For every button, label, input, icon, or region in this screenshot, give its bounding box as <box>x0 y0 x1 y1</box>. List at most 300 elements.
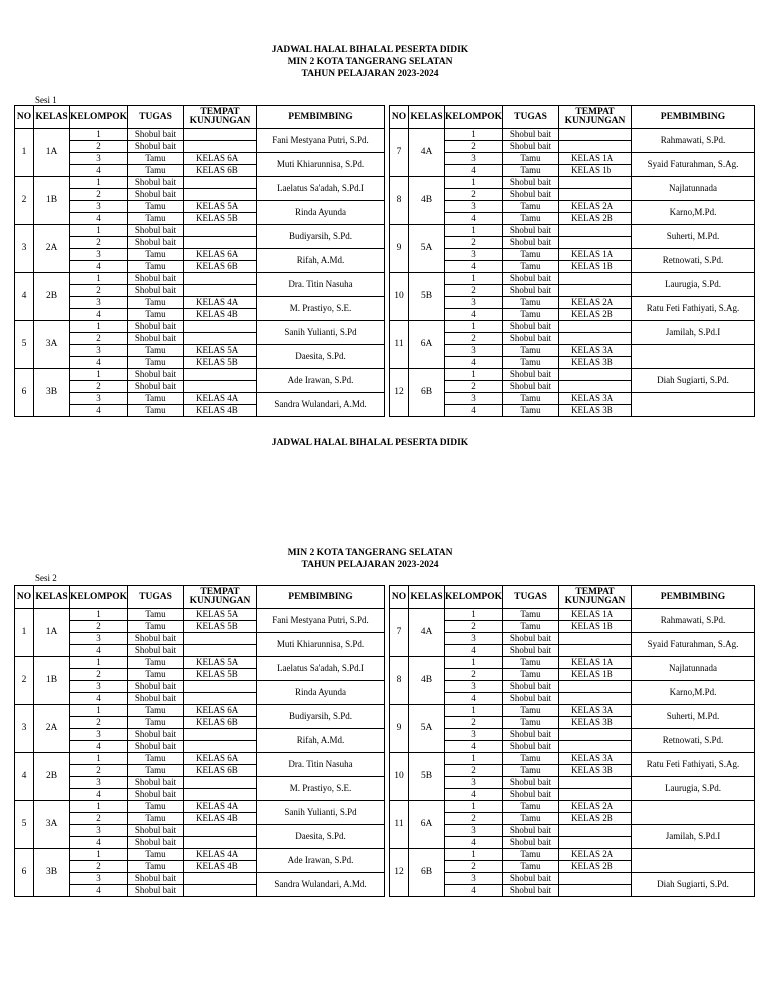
tugas-cell: Tamu <box>128 153 184 165</box>
tempat-cell: KELAS 4A <box>184 849 257 861</box>
group-kelas: 5A <box>409 705 445 753</box>
kelompok-cell: 4 <box>445 405 503 417</box>
tempat-cell <box>184 129 257 141</box>
tugas-cell: Tamu <box>128 621 184 633</box>
kelompok-cell: 2 <box>70 189 128 201</box>
tugas-cell: Shobul bait <box>503 273 559 285</box>
tugas-cell: Shobul bait <box>503 837 559 849</box>
kelompok-cell: 1 <box>445 609 503 621</box>
kelompok-cell: 1 <box>70 129 128 141</box>
kelompok-cell: 2 <box>70 813 128 825</box>
tempat-cell <box>184 141 257 153</box>
tugas-cell: Shobul bait <box>503 645 559 657</box>
tempat-cell <box>184 693 257 705</box>
header-kunjungan-line: KUNJUNGAN <box>564 116 626 126</box>
tugas-cell: Tamu <box>503 669 559 681</box>
group-no: 1 <box>15 129 34 177</box>
column-separator <box>385 717 390 729</box>
tugas-cell: Shobul bait <box>128 789 184 801</box>
column-separator <box>385 345 390 357</box>
tempat-cell <box>184 729 257 741</box>
kelompok-cell: 2 <box>445 669 503 681</box>
tugas-cell: Shobul bait <box>503 321 559 333</box>
header-kelompok: KELOMPOK <box>445 586 503 609</box>
tugas-cell: Tamu <box>128 249 184 261</box>
group-no: 2 <box>15 177 34 225</box>
header-tempat-line: TEMPAT <box>200 587 240 597</box>
tugas-cell: Shobul bait <box>503 381 559 393</box>
kelompok-cell: 2 <box>445 717 503 729</box>
kelompok-cell: 2 <box>445 237 503 249</box>
column-separator <box>385 201 390 213</box>
group-kelas: 2B <box>34 273 70 321</box>
tempat-cell <box>184 321 257 333</box>
pembimbing-cell: Fani Mestyana Putri, S.Pd. <box>257 129 385 153</box>
kelompok-cell: 2 <box>445 381 503 393</box>
header-pembimbing: PEMBIMBING <box>632 106 755 129</box>
kelompok-cell: 3 <box>445 345 503 357</box>
pembimbing-cell: Retnowati, S.Pd. <box>632 249 755 273</box>
pembimbing-cell: Rifah, A.Md. <box>257 249 385 273</box>
pembimbing-cell: Diah Sugiarti, S.Pd. <box>632 369 755 393</box>
group-no: 6 <box>15 849 34 897</box>
column-separator <box>385 309 390 321</box>
tempat-cell: KELAS 4A <box>184 393 257 405</box>
tempat-cell <box>559 645 632 657</box>
kelompok-cell: 3 <box>70 873 128 885</box>
kelompok-cell: 4 <box>70 213 128 225</box>
pembimbing-cell: Retnowati, S.Pd. <box>632 729 755 753</box>
pembimbing-cell: Dra. Titin Nasuha <box>257 273 385 297</box>
table-row <box>15 849 755 861</box>
pembimbing-cell <box>632 849 755 873</box>
column-separator <box>385 633 390 645</box>
column-separator <box>385 393 390 405</box>
tempat-cell <box>559 321 632 333</box>
tempat-cell: KELAS 5A <box>184 345 257 357</box>
tugas-cell: Shobul bait <box>128 225 184 237</box>
tugas-cell: Shobul bait <box>128 273 184 285</box>
tempat-cell <box>559 837 632 849</box>
kelompok-cell: 2 <box>70 717 128 729</box>
tempat-cell: KELAS 5A <box>184 657 257 669</box>
header-no: NO <box>15 106 34 129</box>
group-no: 3 <box>15 225 34 273</box>
kelompok-cell: 2 <box>445 813 503 825</box>
column-separator <box>385 825 390 837</box>
tugas-cell: Tamu <box>128 813 184 825</box>
tempat-cell <box>559 741 632 753</box>
pembimbing-cell: Rahmawati, S.Pd. <box>632 609 755 633</box>
tugas-cell: Shobul bait <box>503 693 559 705</box>
pembimbing-cell: Daesita, S.Pd. <box>257 825 385 849</box>
tempat-cell <box>184 645 257 657</box>
tugas-cell: Tamu <box>503 297 559 309</box>
tugas-cell: Shobul bait <box>503 369 559 381</box>
tempat-cell <box>559 885 632 897</box>
kelompok-cell: 4 <box>445 645 503 657</box>
kelompok-cell: 3 <box>70 633 128 645</box>
tempat-cell: KELAS 2A <box>559 297 632 309</box>
tempat-cell <box>559 177 632 189</box>
table-row <box>15 153 755 165</box>
column-separator <box>385 777 390 789</box>
group-no: 10 <box>390 273 409 321</box>
tugas-cell: Tamu <box>503 801 559 813</box>
tempat-cell: KELAS 6B <box>184 717 257 729</box>
group-no: 4 <box>15 273 34 321</box>
pembimbing-cell: Laurugia, S.Pd. <box>632 777 755 801</box>
pembimbing-cell: Laelatus Sa'adah, S.Pd.I <box>257 177 385 201</box>
column-separator <box>385 381 390 393</box>
kelompok-cell: 4 <box>70 309 128 321</box>
table-row <box>15 249 755 261</box>
table-row <box>15 225 755 237</box>
tempat-cell: KELAS 1A <box>559 153 632 165</box>
tempat-cell <box>184 237 257 249</box>
pembimbing-cell: Ade Irawan, S.Pd. <box>257 849 385 873</box>
tempat-cell: KELAS 3A <box>559 393 632 405</box>
tugas-cell: Tamu <box>128 705 184 717</box>
tugas-cell: Tamu <box>128 669 184 681</box>
tempat-cell <box>184 777 257 789</box>
tempat-cell <box>184 681 257 693</box>
tempat-cell: KELAS 1b <box>559 165 632 177</box>
tempat-cell: KELAS 6A <box>184 753 257 765</box>
kelompok-cell: 3 <box>445 633 503 645</box>
column-separator <box>385 681 390 693</box>
page-title-1: JADWAL HALAL BIHALAL PESERTA DIDIK <box>271 45 469 55</box>
tugas-cell: Tamu <box>503 861 559 873</box>
kelompok-cell: 3 <box>70 825 128 837</box>
kelompok-cell: 1 <box>70 657 128 669</box>
tugas-cell: Tamu <box>503 657 559 669</box>
kelompok-cell: 2 <box>445 621 503 633</box>
group-kelas: 2A <box>34 225 70 273</box>
kelompok-cell: 3 <box>70 201 128 213</box>
pembimbing-cell: Rinda Ayunda <box>257 201 385 225</box>
tugas-cell: Shobul bait <box>128 141 184 153</box>
pembimbing-cell: M. Prastiyo, S.E. <box>257 297 385 321</box>
tugas-cell: Shobul bait <box>128 873 184 885</box>
kelompok-cell: 2 <box>445 765 503 777</box>
pembimbing-cell: Suherti, M.Pd. <box>632 225 755 249</box>
tempat-cell <box>559 633 632 645</box>
table-row <box>15 609 755 621</box>
tempat-cell: KELAS 3B <box>559 717 632 729</box>
kelompok-cell: 3 <box>445 297 503 309</box>
tugas-cell: Tamu <box>128 405 184 417</box>
header-kelas: KELAS <box>34 106 70 129</box>
column-separator <box>385 285 390 297</box>
tugas-cell: Tamu <box>128 657 184 669</box>
tempat-cell: KELAS 5B <box>184 357 257 369</box>
pembimbing-cell: Karno,M.Pd. <box>632 201 755 225</box>
tugas-cell: Tamu <box>503 393 559 405</box>
kelompok-cell: 1 <box>445 273 503 285</box>
tugas-cell: Tamu <box>128 213 184 225</box>
tugas-cell: Shobul bait <box>503 633 559 645</box>
kelompok-cell: 2 <box>70 237 128 249</box>
header-kelompok: KELOMPOK <box>70 106 128 129</box>
tugas-cell: Shobul bait <box>503 777 559 789</box>
kelompok-cell: 2 <box>70 381 128 393</box>
tugas-cell: Tamu <box>503 249 559 261</box>
table-row <box>15 825 755 837</box>
tempat-cell <box>184 189 257 201</box>
tugas-cell: Tamu <box>503 717 559 729</box>
column-separator <box>385 621 390 633</box>
tugas-cell: Shobul bait <box>503 285 559 297</box>
group-kelas: 6A <box>409 801 445 849</box>
group-no: 4 <box>15 753 34 801</box>
tugas-cell: Tamu <box>503 813 559 825</box>
tugas-cell: Tamu <box>503 165 559 177</box>
group-kelas: 2A <box>34 705 70 753</box>
column-separator <box>385 237 390 249</box>
group-kelas: 3B <box>34 849 70 897</box>
group-kelas: 5B <box>409 273 445 321</box>
tempat-cell: KELAS 4A <box>184 801 257 813</box>
group-no: 5 <box>15 801 34 849</box>
tempat-cell <box>184 285 257 297</box>
tempat-cell <box>559 729 632 741</box>
kelompok-cell: 3 <box>445 873 503 885</box>
tempat-cell <box>184 369 257 381</box>
tugas-cell: Tamu <box>128 357 184 369</box>
page-title-repeat: JADWAL HALAL BIHALAL PESERTA DIDIK <box>271 438 469 448</box>
table-row <box>15 393 755 405</box>
group-kelas: 6B <box>409 849 445 897</box>
header-kelompok: KELOMPOK <box>445 106 503 129</box>
kelompok-cell: 1 <box>70 321 128 333</box>
kelompok-cell: 1 <box>445 225 503 237</box>
kelompok-cell: 3 <box>445 153 503 165</box>
column-separator <box>385 861 390 873</box>
tempat-cell <box>184 225 257 237</box>
tempat-cell: KELAS 4A <box>184 297 257 309</box>
pembimbing-cell: Najlatunnada <box>632 177 755 201</box>
table-row <box>15 777 755 789</box>
tempat-cell: KELAS 5B <box>184 213 257 225</box>
tempat-cell <box>559 381 632 393</box>
pembimbing-cell: Suherti, M.Pd. <box>632 705 755 729</box>
tugas-cell: Shobul bait <box>503 825 559 837</box>
kelompok-cell: 3 <box>70 249 128 261</box>
tugas-cell: Tamu <box>128 849 184 861</box>
tempat-cell <box>184 741 257 753</box>
tugas-cell: Tamu <box>128 165 184 177</box>
header-kelompok: KELOMPOK <box>70 586 128 609</box>
pembimbing-cell: Najlatunnada <box>632 657 755 681</box>
kelompok-cell: 2 <box>70 765 128 777</box>
kelompok-cell: 2 <box>70 861 128 873</box>
tugas-cell: Tamu <box>128 309 184 321</box>
kelompok-cell: 1 <box>70 849 128 861</box>
tempat-cell <box>184 873 257 885</box>
kelompok-cell: 1 <box>70 225 128 237</box>
group-kelas: 3A <box>34 801 70 849</box>
tempat-cell: KELAS 3B <box>559 405 632 417</box>
kelompok-cell: 3 <box>70 681 128 693</box>
column-separator <box>385 249 390 261</box>
kelompok-cell: 1 <box>70 609 128 621</box>
kelompok-cell: 4 <box>70 405 128 417</box>
pembimbing-cell: Syaid Faturahman, S.Ag. <box>632 633 755 657</box>
header-kunjungan-line: KUNJUNGAN <box>564 596 626 606</box>
column-separator <box>385 261 390 273</box>
tugas-cell: Shobul bait <box>503 225 559 237</box>
pembimbing-cell: Muti Khiarunnisa, S.Pd. <box>257 153 385 177</box>
column-separator <box>385 873 390 885</box>
tugas-cell: Tamu <box>128 801 184 813</box>
tugas-cell: Shobul bait <box>503 885 559 897</box>
pembimbing-cell: Jamilah, S.Pd.I <box>632 825 755 849</box>
tempat-cell: KELAS 6B <box>184 165 257 177</box>
kelompok-cell: 4 <box>445 357 503 369</box>
column-separator <box>385 405 390 417</box>
group-no: 8 <box>390 657 409 705</box>
header-tempat-kunjungan <box>559 106 632 129</box>
table-row <box>15 297 755 309</box>
academic-year-1: TAHUN PELAJARAN 2023-2024 <box>301 69 439 79</box>
group-kelas: 4A <box>409 129 445 177</box>
kelompok-cell: 2 <box>70 285 128 297</box>
schedule-table-session-2 <box>14 585 755 897</box>
tempat-cell <box>559 789 632 801</box>
tempat-cell <box>184 825 257 837</box>
pembimbing-cell: Jamilah, S.Pd.I <box>632 321 755 345</box>
tempat-cell: KELAS 1A <box>559 609 632 621</box>
tugas-cell: Tamu <box>503 705 559 717</box>
table-row <box>15 177 755 189</box>
kelompok-cell: 3 <box>70 393 128 405</box>
tempat-cell <box>559 873 632 885</box>
group-no: 8 <box>390 177 409 225</box>
kelompok-cell: 1 <box>70 177 128 189</box>
tugas-cell: Shobul bait <box>128 681 184 693</box>
tugas-cell: Tamu <box>503 621 559 633</box>
group-no: 9 <box>390 225 409 273</box>
pembimbing-cell: Laurugia, S.Pd. <box>632 273 755 297</box>
tempat-cell <box>184 177 257 189</box>
tempat-cell <box>184 885 257 897</box>
header-kunjungan-line: KUNJUNGAN <box>189 116 251 126</box>
tempat-cell <box>184 633 257 645</box>
pembimbing-cell: Ade Irawan, S.Pd. <box>257 369 385 393</box>
school-name-1: MIN 2 KOTA TANGERANG SELATAN <box>287 57 453 67</box>
kelompok-cell: 4 <box>70 165 128 177</box>
pembimbing-cell: Sandra Wulandari, A.Md. <box>257 873 385 897</box>
tugas-cell: Shobul bait <box>503 189 559 201</box>
group-no: 11 <box>390 321 409 369</box>
tugas-cell: Tamu <box>503 261 559 273</box>
kelompok-cell: 4 <box>70 357 128 369</box>
tugas-cell: Tamu <box>503 357 559 369</box>
pembimbing-cell <box>632 345 755 369</box>
header-pembimbing: PEMBIMBING <box>257 586 385 609</box>
tugas-cell: Shobul bait <box>128 237 184 249</box>
tempat-cell: KELAS 4B <box>184 813 257 825</box>
academic-year-2: TAHUN PELAJARAN 2023-2024 <box>301 560 439 570</box>
tugas-cell: Shobul bait <box>128 777 184 789</box>
kelompok-cell: 4 <box>445 789 503 801</box>
header-no: NO <box>15 586 34 609</box>
tempat-cell: KELAS 1B <box>559 621 632 633</box>
pembimbing-cell: Syaid Faturahman, S.Ag. <box>632 153 755 177</box>
tugas-cell: Shobul bait <box>503 729 559 741</box>
tempat-cell <box>559 777 632 789</box>
header-kunjungan-line: KUNJUNGAN <box>189 596 251 606</box>
kelompok-cell: 1 <box>445 849 503 861</box>
kelompok-cell: 1 <box>445 705 503 717</box>
tempat-cell: KELAS 2A <box>559 201 632 213</box>
kelompok-cell: 2 <box>445 333 503 345</box>
tempat-cell: KELAS 3A <box>559 753 632 765</box>
session-label-2: Sesi 2 <box>35 573 57 583</box>
tugas-cell: Shobul bait <box>503 141 559 153</box>
kelompok-cell: 1 <box>70 273 128 285</box>
kelompok-cell: 1 <box>445 177 503 189</box>
kelompok-cell: 3 <box>70 777 128 789</box>
header-no: NO <box>390 586 409 609</box>
tempat-cell: KELAS 6B <box>184 261 257 273</box>
pembimbing-cell: Budiyarsih, S.Pd. <box>257 225 385 249</box>
tempat-cell: KELAS 3A <box>559 705 632 717</box>
tugas-cell: Shobul bait <box>503 177 559 189</box>
table-row <box>15 657 755 669</box>
header-kelas: KELAS <box>409 106 445 129</box>
tugas-cell: Shobul bait <box>128 825 184 837</box>
tempat-cell <box>559 273 632 285</box>
table-row <box>15 681 755 693</box>
table-row <box>15 801 755 813</box>
header-tempat-kunjungan <box>184 106 257 129</box>
kelompok-cell: 3 <box>445 393 503 405</box>
tugas-cell: Tamu <box>128 765 184 777</box>
group-kelas: 5B <box>409 753 445 801</box>
pembimbing-cell <box>632 393 755 417</box>
table-row <box>15 753 755 765</box>
tempat-cell <box>184 273 257 285</box>
tugas-cell: Shobul bait <box>503 681 559 693</box>
group-no: 5 <box>15 321 34 369</box>
group-no: 6 <box>15 369 34 417</box>
column-separator <box>385 789 390 801</box>
tugas-cell: Shobul bait <box>503 789 559 801</box>
column-separator <box>385 813 390 825</box>
tempat-cell <box>559 333 632 345</box>
tempat-cell: KELAS 1A <box>559 657 632 669</box>
table-row <box>15 345 755 357</box>
tugas-cell: Tamu <box>503 153 559 165</box>
pembimbing-cell: Ratu Feti Fathiyati, S.Ag. <box>632 297 755 321</box>
tugas-cell: Tamu <box>128 861 184 873</box>
tempat-cell: KELAS 2A <box>559 849 632 861</box>
header-no: NO <box>390 106 409 129</box>
tugas-cell: Shobul bait <box>128 729 184 741</box>
tempat-cell <box>184 789 257 801</box>
group-kelas: 1A <box>34 609 70 657</box>
tempat-cell <box>559 369 632 381</box>
tempat-cell <box>184 381 257 393</box>
pembimbing-cell: Rahmawati, S.Pd. <box>632 129 755 153</box>
kelompok-cell: 4 <box>445 837 503 849</box>
header-tempat-kunjungan <box>184 586 257 609</box>
kelompok-cell: 3 <box>70 729 128 741</box>
tempat-cell <box>184 333 257 345</box>
tempat-cell: KELAS 1B <box>559 669 632 681</box>
